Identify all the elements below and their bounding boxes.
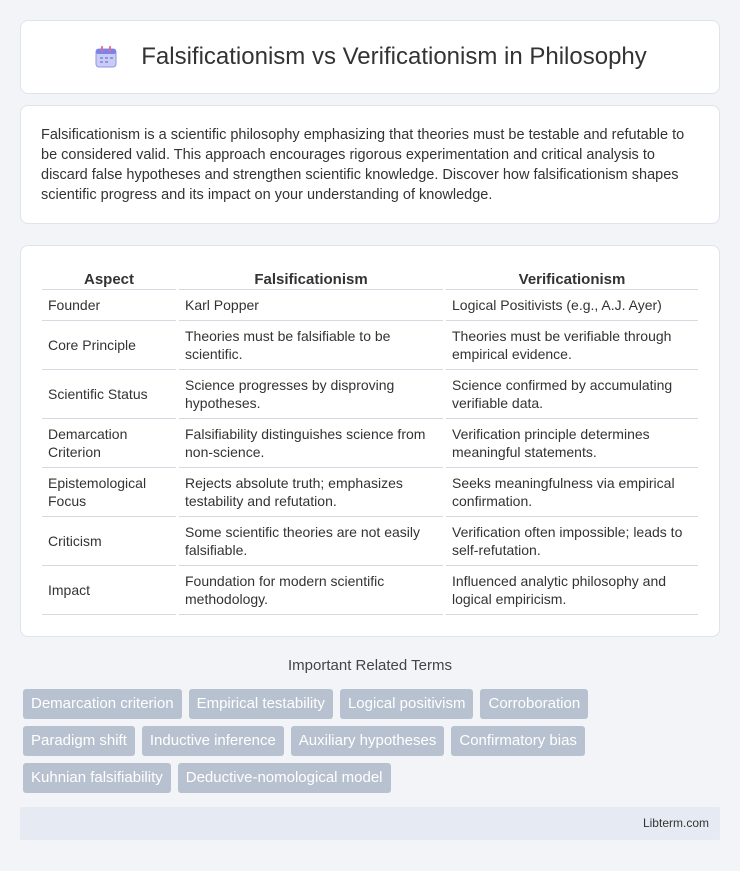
header-verificationism: Verificationism: [446, 266, 698, 290]
cell-aspect: Demarcation Criterion: [42, 419, 176, 468]
cell-verificationism: Logical Positivists (e.g., A.J. Ayer): [446, 290, 698, 321]
cell-aspect: Scientific Status: [42, 370, 176, 419]
cell-falsificationism: Theories must be falsifiable to be scientific.: [179, 321, 443, 370]
tag-row: [23, 726, 723, 756]
page-title: Falsificationism vs Verificationism in Philosophy: [141, 43, 647, 70]
comparison-card: [20, 245, 720, 637]
table-row: [42, 468, 698, 517]
tag-corroboration[interactable]: Corroboration: [480, 689, 588, 719]
cell-aspect: Core Principle: [42, 321, 176, 370]
cell-falsificationism: Foundation for modern scientific methodology.: [179, 566, 443, 615]
table-row: [42, 517, 698, 566]
cell-verificationism: Influenced analytic philosophy and logical empiricism.: [446, 566, 698, 615]
cell-falsificationism: Some scientific theories are not easily falsifiable.: [179, 517, 443, 566]
cell-verificationism: Verification principle determines meaningful statements.: [446, 419, 698, 468]
table-row: [42, 566, 698, 615]
cell-aspect: Criticism: [42, 517, 176, 566]
tag-demarcation-criterion[interactable]: Demarcation criterion: [23, 689, 182, 719]
tag-auxiliary-hypotheses[interactable]: Auxiliary hypotheses: [291, 726, 445, 756]
cell-falsificationism: Karl Popper: [179, 290, 443, 321]
table-row: [42, 321, 698, 370]
cell-verificationism: Science confirmed by accumulating verifiable data.: [446, 370, 698, 419]
tag-deductive-nomological-model[interactable]: Deductive-nomological model: [178, 763, 391, 793]
tag-empirical-testability[interactable]: Empirical testability: [189, 689, 333, 719]
table-header-row: [42, 266, 698, 290]
tag-row: [23, 689, 723, 719]
cell-verificationism: Theories must be verifiable through empirical evidence.: [446, 321, 698, 370]
table-row: [42, 419, 698, 468]
tag-row: [23, 763, 723, 793]
title-card: [20, 20, 720, 94]
comparison-table: [39, 266, 701, 615]
header-aspect: Aspect: [42, 266, 176, 290]
intro-text: Falsificationism is a scientific philosophy emphasizing that theories must be testable and refutable to be considered valid. This approach encourages rigorous experimentation and critical analysis to discard false hypotheses and strengthen scientific knowledge. Discover how falsificationism shapes scientific progress and its impact on your understanding of knowledge.: [41, 127, 685, 203]
tag-logical-positivism[interactable]: Logical positivism: [340, 689, 474, 719]
related-terms-title: Important Related Terms: [288, 657, 452, 674]
footer-site-link[interactable]: Libterm.com: [642, 816, 709, 830]
cell-aspect: Epistemological Focus: [42, 468, 176, 517]
related-terms-tags: [23, 689, 723, 800]
intro-card: [20, 105, 720, 224]
header-falsificationism: Falsificationism: [179, 266, 443, 290]
cell-verificationism: Seeks meaningfulness via empirical confirmation.: [446, 468, 698, 517]
tag-paradigm-shift[interactable]: Paradigm shift: [23, 726, 135, 756]
cell-aspect: Founder: [42, 290, 176, 321]
tag-confirmatory-bias[interactable]: Confirmatory bias: [451, 726, 585, 756]
calendar-icon: [93, 44, 119, 70]
tag-inductive-inference[interactable]: Inductive inference: [142, 726, 284, 756]
cell-falsificationism: Rejects absolute truth; emphasizes testability and refutation.: [179, 468, 443, 517]
cell-verificationism: Verification often impossible; leads to self-refutation.: [446, 517, 698, 566]
cell-aspect: Impact: [42, 566, 176, 615]
footer: [20, 807, 720, 840]
cell-falsificationism: Falsifiability distinguishes science from non-science.: [179, 419, 443, 468]
table-row: [42, 290, 698, 321]
tag-kuhnian-falsifiability[interactable]: Kuhnian falsifiability: [23, 763, 171, 793]
table-row: [42, 370, 698, 419]
cell-falsificationism: Science progresses by disproving hypotheses.: [179, 370, 443, 419]
